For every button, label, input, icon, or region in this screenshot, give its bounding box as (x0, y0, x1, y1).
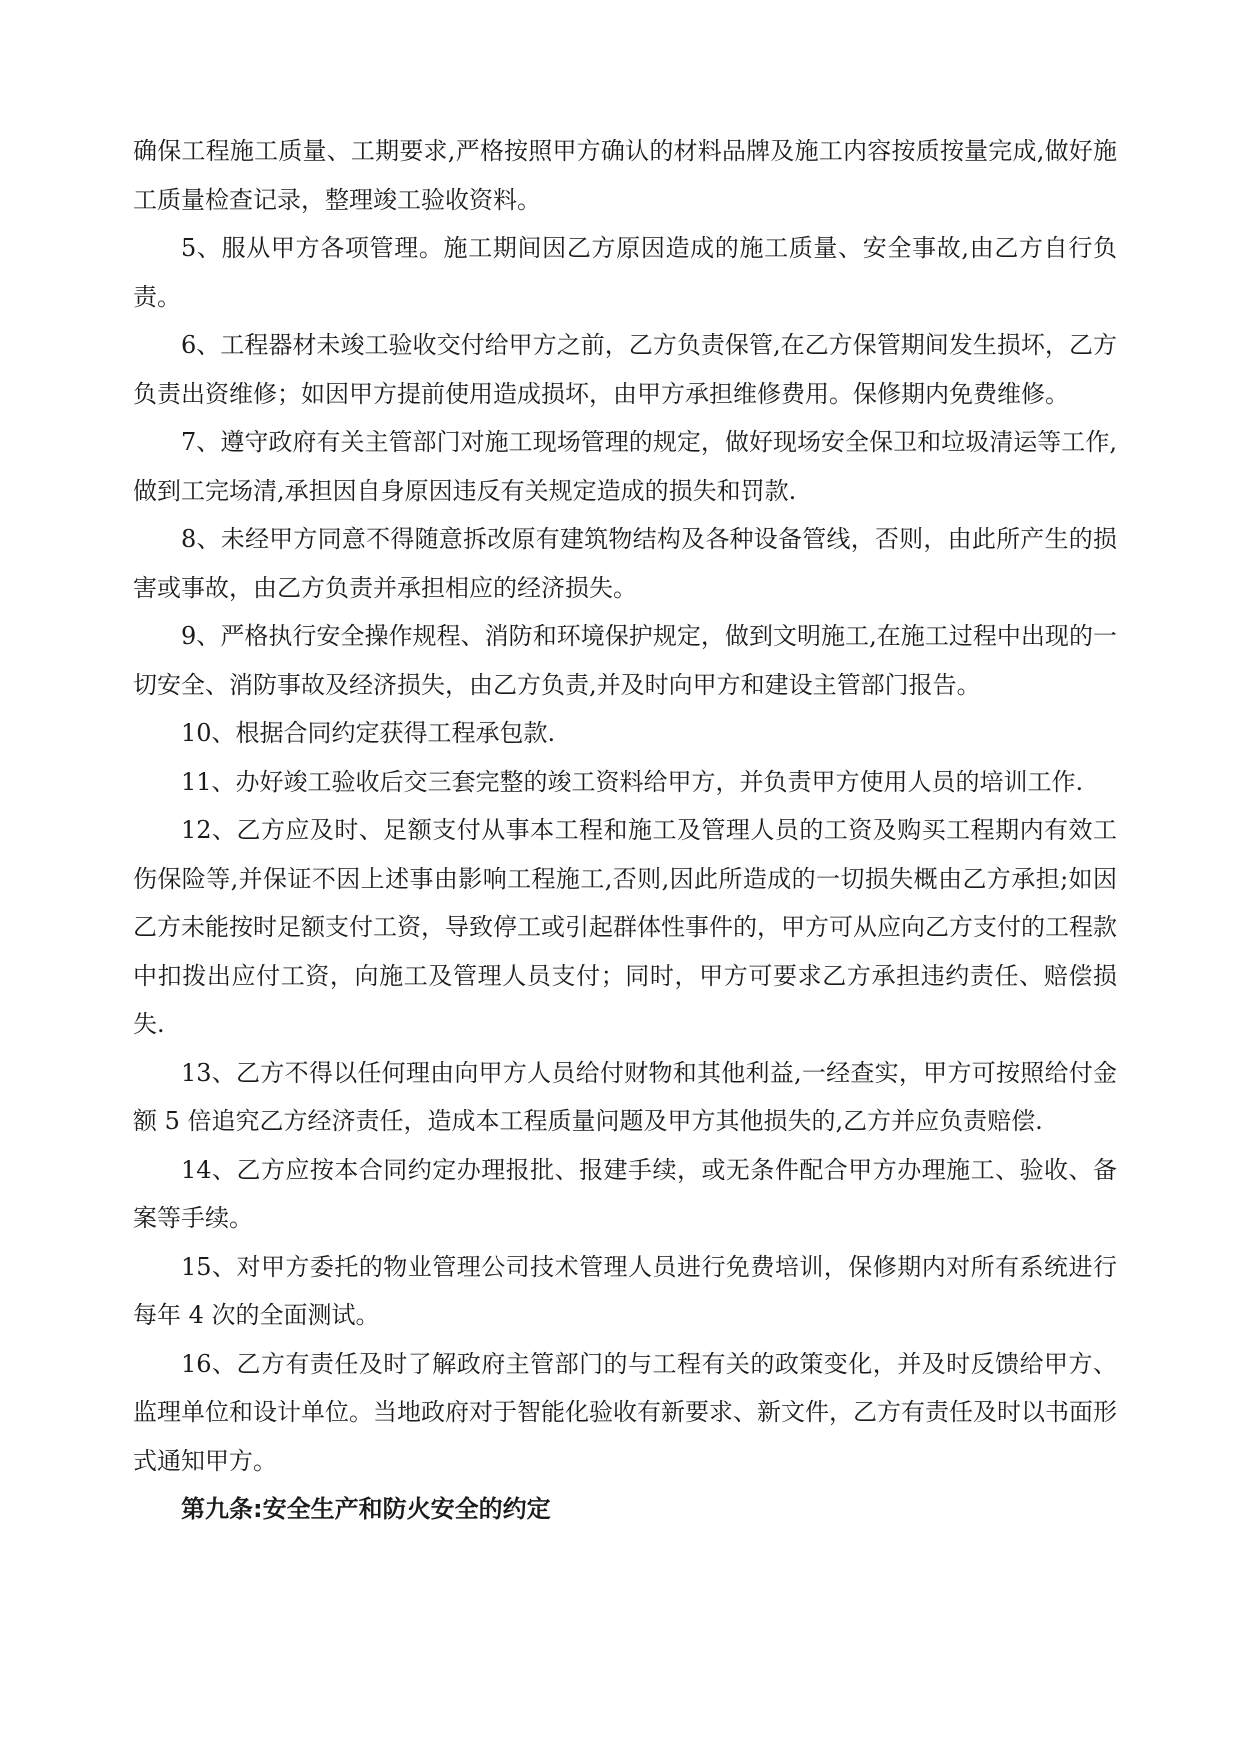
clause-item-5: 5、服从甲方各项管理。施工期间因乙方原因造成的施工质量、安全事故,由乙方自行负责。 (133, 234, 1117, 311)
document-body (133, 127, 1117, 1534)
clause-item-12: 12、乙方应及时、足额支付从事本工程和施工及管理人员的工资及购买工程期内有效工伤保险等,并保证不因上述事由影响工程施工,否则,因此所造成的一切损失概由乙方承担;如因乙方未能按时足额支付工资，导致停工或引起群体性事件的，甲方可从应向乙方支付的工程款中扣拨出应付工资，向施工及管理人员支付；同时，甲方可要求乙方承担违约责任、赔偿损失. (133, 816, 1117, 1038)
section-heading: 第九条:安全生产和防火安全的约定 (181, 1495, 551, 1523)
opening-paragraph: 确保工程施工质量、工期要求,严格按照甲方确认的材料品牌及施工内容按质按量完成,做好施工质量检查记录，整理竣工验收资料。 (133, 137, 1117, 214)
clause-item-6: 6、工程器材未竣工验收交付给甲方之前，乙方负责保管,在乙方保管期间发生损坏，乙方负责出资维修；如因甲方提前使用造成损坏，由甲方承担维修费用。保修期内免费维修。 (133, 331, 1117, 408)
clause-item-7: 7、遵守政府有关主管部门对施工现场管理的规定，做好现场安全保卫和垃圾清运等工作,做到工完场清,承担因自身原因违反有关规定造成的损失和罚款. (133, 428, 1117, 505)
clause-item-16: 16、乙方有责任及时了解政府主管部门的与工程有关的政策变化，并及时反馈给甲方、监理单位和设计单位。当地政府对于智能化验收有新要求、新文件，乙方有责任及时以书面形式通知甲方。 (133, 1349, 1117, 1475)
clause-item-14: 14、乙方应按本合同约定办理报批、报建手续，或无条件配合甲方办理施工、验收、备案等手续。 (133, 1155, 1117, 1232)
clause-item-9: 9、严格执行安全操作规程、消防和环境保护规定，做到文明施工,在施工过程中出现的一切安全、消防事故及经济损失，由乙方负责,并及时向甲方和建设主管部门报告。 (133, 622, 1117, 699)
clause-item-8: 8、未经甲方同意不得随意拆改原有建筑物结构及各种设备管线，否则，由此所产生的损害或事故，由乙方负责并承担相应的经济损失。 (133, 525, 1117, 602)
clause-item-10: 10、根据合同约定获得工程承包款. (181, 719, 556, 747)
clause-item-15: 15、对甲方委托的物业管理公司技术管理人员进行免费培训，保修期内对所有系统进行每年 4 次的全面测试。 (133, 1252, 1117, 1329)
clause-item-13: 13、乙方不得以任何理由向甲方人员给付财物和其他利益,一经查实，甲方可按照给付金额 5 倍追究乙方经济责任，造成本工程质量问题及甲方其他损失的,乙方并应负责赔偿. (133, 1058, 1117, 1135)
clause-item-11: 11、办好竣工验收后交三套完整的竣工资料给甲方，并负责甲方使用人员的培训工作. (181, 767, 1084, 796)
